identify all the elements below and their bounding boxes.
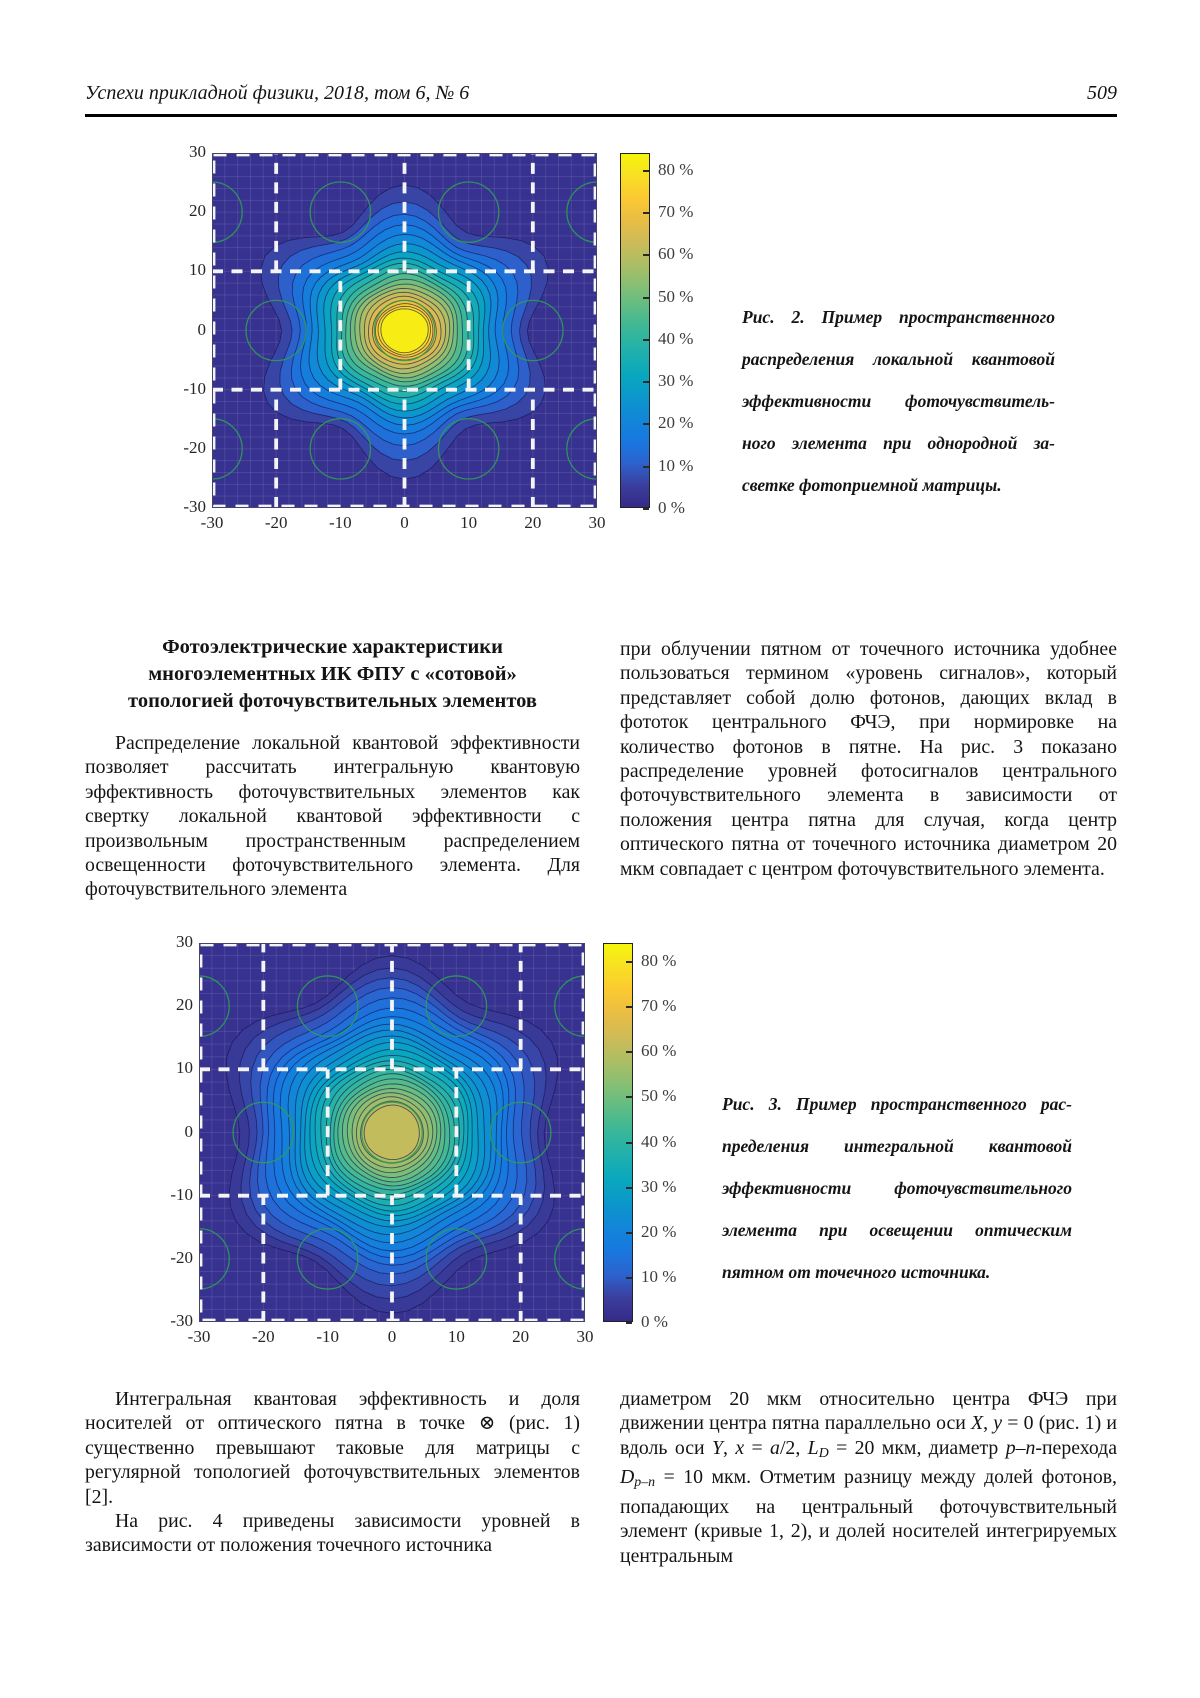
column-right-upper	[620, 637, 1117, 881]
paragraph: На рис. 4 приведены зависимости уровней в зависимости от положения точечного источника	[85, 1510, 580, 1557]
colorbar-tick-label: 20 %	[641, 1221, 677, 1241]
column-left-lower	[85, 1387, 580, 1558]
section-heading-line: многоэлементных ИК ФПУ с «сотовой»	[148, 663, 517, 685]
colorbar-tick	[626, 1006, 632, 1008]
colorbar-tick	[626, 1051, 632, 1053]
axis-tick-label: 10	[189, 260, 206, 280]
fig3-x-axis-labels	[187, 1327, 594, 1351]
paragraph	[620, 1387, 1117, 1568]
text-run: = 20 мкм, диаметр	[828, 1436, 1006, 1459]
axis-tick-label: -20	[183, 437, 206, 457]
axis-tick-label: -20	[264, 513, 288, 532]
colorbar-tick	[643, 212, 649, 214]
fig2-colorbar	[620, 153, 650, 508]
colorbar-tick	[643, 170, 649, 172]
text-run: X	[971, 1412, 984, 1435]
colorbar-tick-label: 40 %	[658, 328, 694, 348]
axis-tick-label: 10	[460, 513, 478, 532]
fig2-caption-line: Рис. 2. Пример пространственного	[742, 307, 1055, 327]
axis-tick-label: 0	[387, 1327, 397, 1346]
axis-tick-label: 20	[524, 513, 542, 532]
fig3-caption-line: пределения интегральной квантовой	[722, 1136, 1072, 1156]
axis-tick-label: 10	[447, 1327, 465, 1346]
text-run: D	[620, 1466, 635, 1489]
axis-tick-label: 20	[176, 995, 193, 1015]
colorbar-tick-label: 20 %	[658, 413, 694, 433]
text-run: =	[744, 1436, 771, 1459]
text-run: Y	[711, 1436, 723, 1459]
column-right-lower	[620, 1387, 1117, 1568]
text-run: /2,	[779, 1436, 808, 1459]
axis-tick-label: -10	[316, 1327, 339, 1346]
axis-tick-label: 0	[197, 319, 206, 339]
colorbar-tick	[626, 1232, 632, 1234]
fig3-colorbar	[603, 943, 633, 1322]
colorbar-tick	[626, 1096, 632, 1098]
fig3-caption-line: эффективности фоточувствительного	[722, 1178, 1072, 1198]
paragraph: Интегральная квантовая эффективность и доля носителей от оптического пятна в точке ⊗ (рис. 1) существенно превышают таковые для матрицы с регулярной топологией фоточувствительных элементов [2].	[85, 1388, 580, 1508]
text-run: p	[1005, 1436, 1016, 1459]
section-heading	[85, 634, 580, 715]
fig3-y-axis-labels	[135, 932, 193, 1330]
axis-tick-label: 20	[512, 1327, 530, 1346]
fig3-caption	[722, 1094, 1072, 1283]
text-run: x	[735, 1436, 745, 1459]
axis-tick-label: 30	[588, 513, 606, 532]
journal-running-title: Успехи прикладной физики, 2018, том 6, № 6	[85, 82, 470, 104]
colorbar-tick-label: 0 %	[641, 1312, 668, 1331]
colorbar-tick	[643, 508, 649, 510]
colorbar-tick-label: 80 %	[641, 951, 677, 971]
colorbar-tick-label: 80 %	[658, 159, 694, 179]
text-run: диаметром 20 мкм относительно центра ФЧЭ при движении центра пятна параллельно оси	[620, 1388, 1117, 1435]
text-run: D	[818, 1444, 829, 1460]
fig3-colorbar-labels	[641, 943, 703, 1331]
axis-tick-label: 0	[400, 513, 409, 532]
text-run: ,	[722, 1436, 736, 1459]
text-run: y	[993, 1412, 1003, 1435]
axis-tick-label: -20	[251, 1327, 275, 1346]
text-run: ,	[983, 1412, 994, 1435]
fig3-caption-line: пятном от точечного источника.	[722, 1262, 991, 1282]
colorbar-tick-label: 0 %	[658, 498, 685, 517]
local-qe-contour-plot	[212, 153, 597, 508]
axis-tick-label: -30	[200, 513, 224, 532]
axis-tick-label: -30	[183, 497, 206, 516]
colorbar-tick	[643, 339, 649, 341]
section-heading-line: топологией фоточувствительных элементов	[128, 690, 537, 712]
text-run: a	[770, 1436, 780, 1459]
axis-tick-label: 30	[189, 142, 206, 161]
paragraph: Распределение локальной квантовой эффективности позволяет рассчитать интегральную квантовую эффективность фоточувствительных элементов как свертку локальной квантовой эффективности с произвольным пространственным распределением освещенности фоточувствительного элемента. Для фоточувствительного элемента	[85, 732, 580, 901]
colorbar-tick	[626, 961, 632, 963]
text-run: p–n	[634, 1474, 656, 1490]
fig2-caption-line: ного элемента при однородной за-	[742, 433, 1055, 453]
colorbar-tick	[626, 1187, 632, 1189]
axis-tick-label: -10	[183, 378, 206, 398]
header-rule	[85, 114, 1117, 117]
axis-tick-label: 30	[576, 1327, 594, 1346]
axis-tick-label: 20	[189, 201, 206, 221]
colorbar-tick	[643, 381, 649, 383]
colorbar-tick-label: 40 %	[641, 1131, 677, 1151]
colorbar-tick	[643, 297, 649, 299]
colorbar-tick-label: 60 %	[641, 1041, 677, 1061]
colorbar-tick-label: 30 %	[641, 1176, 677, 1196]
integral-qe-contour-plot	[199, 943, 585, 1322]
colorbar-tick	[626, 1142, 632, 1144]
colorbar-tick-label: 30 %	[658, 371, 694, 391]
text-run: = 10 мкм. Отметим разницу между долей фотонов, попадающих на центральный фоточувствительный элемент (кривые 1, 2), и долей носителей интегрируемых центральным	[620, 1466, 1117, 1567]
colorbar-tick	[626, 1322, 632, 1324]
axis-tick-label: 30	[176, 932, 193, 951]
text-run: = 0 (рис. 1) и вдоль оси	[620, 1412, 1117, 1459]
text-run: –	[1015, 1436, 1026, 1459]
section-heading-line: Фотоэлектрические характеристики	[162, 636, 503, 658]
colorbar-tick	[643, 466, 649, 468]
paragraph: при облучении пятном от точечного источника удобнее пользоваться термином «уровень сигналов», который представляет собой долю фотонов, дающих вклад в фототок центрального ФЧЭ, при нормировке на количество фотонов в пятне. На рис. 3 показано распределение уровней фотосигналов центрального фоточувствительного элемента в зависимости от положения центра пятна для случая, когда центр оптического пятна от точечного источника диаметром 20 мкм совпадает с центром фоточувствительного элемента.	[620, 638, 1117, 880]
text-run: -перехода	[1035, 1436, 1118, 1459]
colorbar-tick	[643, 254, 649, 256]
axis-tick-label: -20	[170, 1247, 193, 1267]
page-number: 509	[1087, 82, 1117, 104]
fig2-caption-line: эффективности фоточувствитель-	[742, 391, 1055, 411]
fig3-caption-line: Рис. 3. Пример пространственного рас-	[722, 1094, 1072, 1114]
colorbar-tick-label: 50 %	[641, 1086, 677, 1106]
text-run: L	[807, 1436, 819, 1459]
axis-tick-label: -10	[328, 513, 352, 532]
axis-tick-label: 10	[176, 1058, 193, 1078]
fig2-caption	[742, 307, 1055, 496]
colorbar-tick-label: 10 %	[641, 1266, 677, 1286]
fig2-caption-line: светке фотоприемной матрицы.	[742, 475, 1002, 495]
text-run: n	[1025, 1436, 1036, 1459]
colorbar-tick-label: 70 %	[658, 202, 694, 222]
colorbar-tick-label: 70 %	[641, 996, 677, 1016]
column-left-upper	[85, 731, 580, 902]
colorbar-tick	[626, 1277, 632, 1279]
axis-tick-label: -30	[187, 1327, 211, 1346]
axis-tick-label: -30	[170, 1311, 193, 1330]
fig2-y-axis-labels	[148, 142, 206, 516]
colorbar-tick	[643, 423, 649, 425]
colorbar-tick-label: 60 %	[658, 244, 694, 264]
fig2-caption-line: распределения локальной квантовой	[742, 349, 1055, 369]
axis-tick-label: -10	[170, 1184, 193, 1204]
colorbar-tick-label: 10 %	[658, 455, 694, 475]
colorbar-tick-label: 50 %	[658, 286, 694, 306]
axis-tick-label: 0	[184, 1121, 193, 1141]
fig3-caption-line: элемента при освещении оптическим	[722, 1220, 1072, 1240]
fig2-colorbar-labels	[658, 153, 720, 517]
fig2-x-axis-labels	[200, 513, 606, 537]
